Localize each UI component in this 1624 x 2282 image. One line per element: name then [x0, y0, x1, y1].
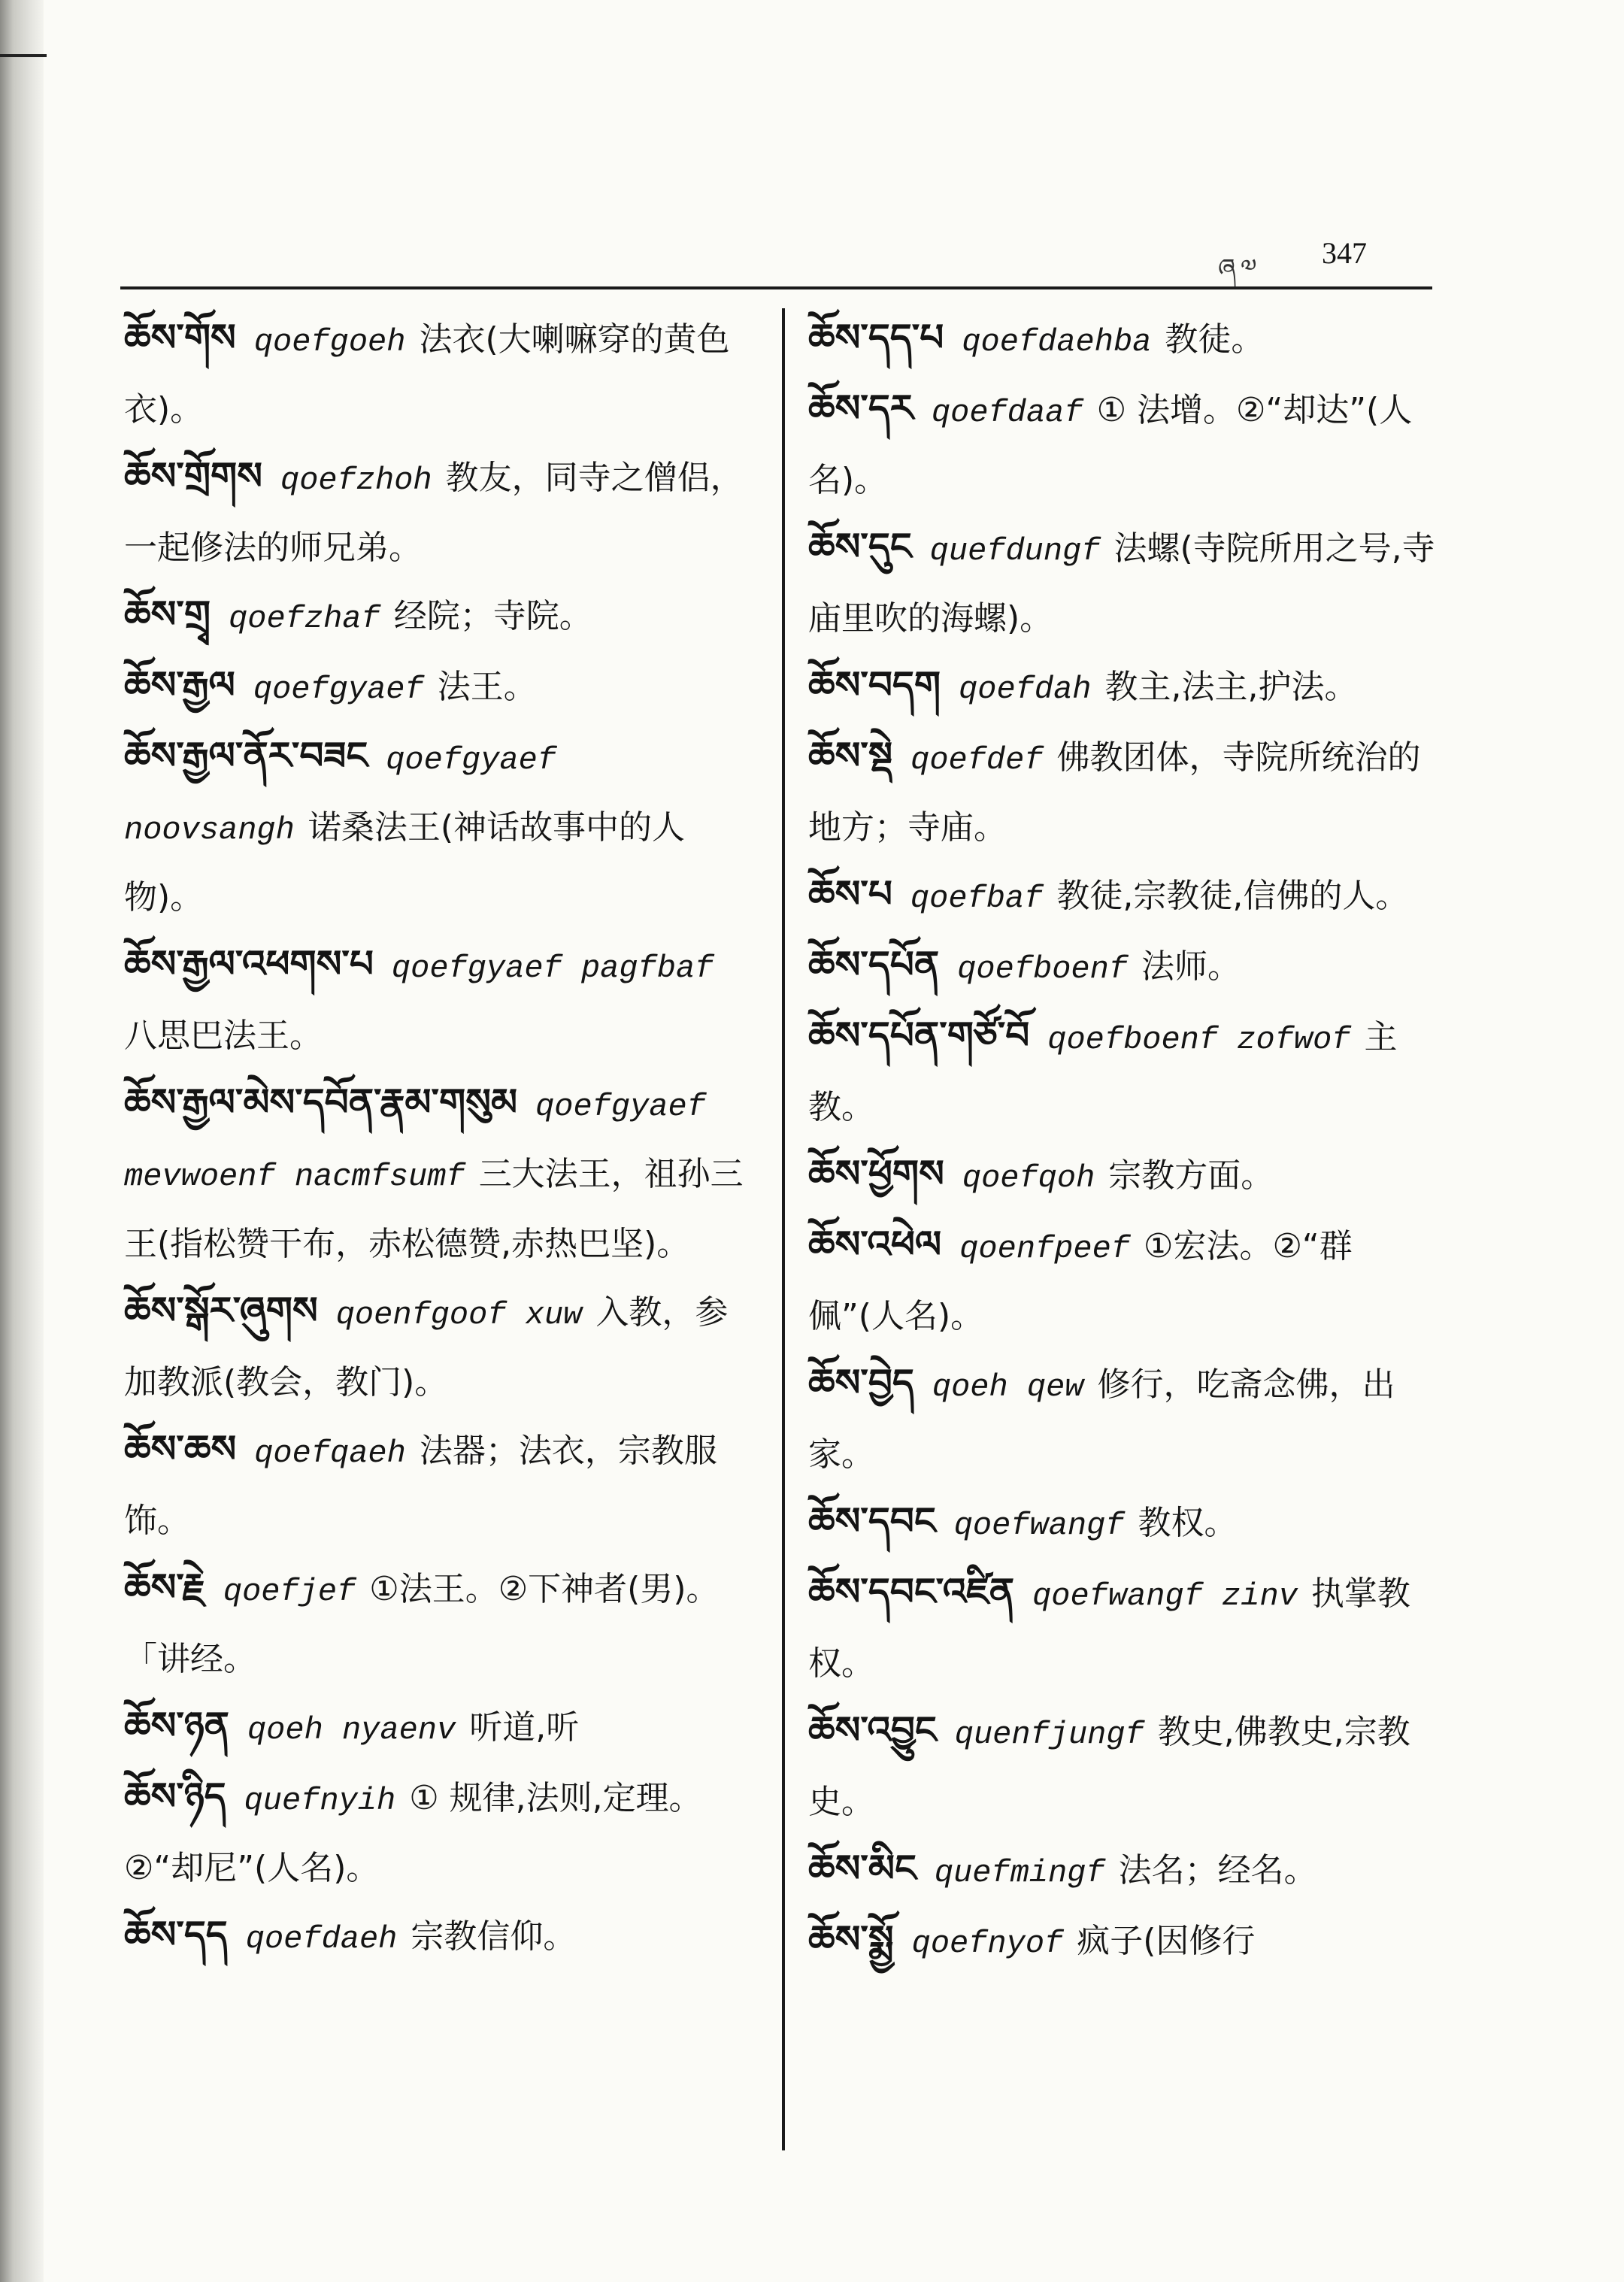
entry-headword: ཆོས་གྲྭ [124, 592, 211, 636]
dictionary-entry [124, 1416, 756, 1554]
tibetan-page-folio: ཞ༧ [1218, 253, 1262, 283]
entry-headword: ཆོས་དབང་འཛིན [808, 1570, 1015, 1614]
dictionary-entry [124, 652, 756, 723]
dictionary-entry [808, 1906, 1440, 1977]
entry-romanization: qoefgyaef noovsangh [124, 742, 557, 848]
entry-headword: ཆོས་པ [808, 872, 892, 916]
entry-romanization: qoefgyaef mevwoenf nacmfsumf [124, 1089, 706, 1195]
dictionary-entry [124, 1554, 756, 1693]
entry-definition: 疯子(因修行 [1077, 1922, 1256, 1960]
entry-romanization: qoeh nyaenv [247, 1712, 456, 1748]
dictionary-entry [124, 305, 756, 443]
entry-definition: 法师。 [1141, 947, 1241, 986]
dictionary-entry [124, 1763, 756, 1902]
entry-definition: 宗教信仰。 [411, 1917, 577, 1956]
entry-headword: ཆོས་དུང [808, 525, 912, 568]
dictionary-entry [808, 723, 1440, 861]
page-number: 347 [1322, 236, 1367, 270]
left-column [124, 305, 756, 1972]
entry-definition: ①法王。②下神者(男)。「讲经。 [124, 1570, 720, 1678]
entry-romanization: quefnyih [244, 1783, 396, 1819]
entry-romanization: qoefgyaef [253, 671, 424, 708]
entry-romanization: qoeh qew [932, 1369, 1084, 1405]
dictionary-entry [808, 1488, 1440, 1559]
entry-headword: ཆོས་དཔོན [808, 943, 940, 986]
entry-definition: 听道,听 [469, 1708, 580, 1747]
entry-headword: ཆོས་རྗེ [124, 1565, 205, 1609]
entry-romanization: qoefwangf [953, 1508, 1125, 1544]
entry-definition: 法螺(寺院所用之号,寺庙里吹的海螺)。 [808, 529, 1435, 638]
entry-romanization: qoefdaehba [962, 324, 1152, 360]
entry-definition: 法衣(大喇嘛穿的黄色衣)。 [124, 320, 730, 429]
entry-definition: 法名；经名。 [1118, 1851, 1317, 1890]
entry-romanization: qoenfgoof xuw [335, 1297, 583, 1333]
header-rule [120, 286, 1432, 289]
dictionary-entry [808, 1211, 1440, 1350]
dictionary-entry [124, 581, 756, 652]
book-spine-edge [0, 0, 44, 2282]
entry-headword: ཆོས་འཕེལ [808, 1223, 942, 1266]
entry-definition: 法王。 [437, 668, 537, 706]
entry-romanization: quefdungf [929, 533, 1101, 569]
entry-romanization: qoenfpeef [959, 1231, 1131, 1267]
entry-definition: 主教。 [808, 1018, 1398, 1126]
spine-rule [0, 54, 47, 57]
dictionary-entry [124, 1902, 756, 1972]
entry-romanization: qoefboenf [957, 951, 1129, 987]
dictionary-entry [808, 305, 1440, 375]
dictionary-entry [808, 1559, 1440, 1697]
entry-definition: 宗教方面。 [1108, 1156, 1274, 1195]
dictionary-entry [808, 861, 1440, 932]
entry-romanization: qoefboenf zofwof [1047, 1022, 1351, 1058]
dictionary-entry [808, 514, 1440, 652]
entry-headword: ཆོས་སྨྱོ [808, 1917, 894, 1961]
entry-definition: 教徒,宗教徒,信佛的人。 [1056, 877, 1409, 915]
entry-headword: ཆོས་གོས [124, 316, 236, 359]
dictionary-entry [124, 1069, 756, 1277]
entry-definition: ① 法增。②“却达”(人名)。 [808, 391, 1413, 499]
entry-headword: ཆོས་སྒོར་ཞུགས [124, 1289, 318, 1332]
entry-romanization: qoefdaeh [245, 1921, 398, 1957]
entry-headword: ཆོས་རྒྱལ་མེས་དབོན་རྣམ་གསུམ [124, 1080, 518, 1124]
entry-definition: 教主,法主,护法。 [1104, 668, 1358, 706]
entry-headword: ཆོས་རྒྱལ་འཕགས་པ [124, 942, 374, 986]
dictionary-entry [808, 1350, 1440, 1488]
entry-romanization: quenfjungf [954, 1717, 1144, 1753]
entry-romanization: qoefdaaf [931, 395, 1083, 431]
dictionary-entry [808, 1835, 1440, 1906]
entry-headword: ཆོས་དད [124, 1913, 228, 1956]
dictionary-entry [808, 1697, 1440, 1835]
entry-romanization: qoefqaeh [254, 1435, 406, 1471]
entry-headword: ཆོས་དཔོན་གཙོ་བོ [808, 1014, 1030, 1057]
column-divider [782, 308, 785, 2150]
entry-headword: ཆོས་རྒྱལ་ནོར་བཟང [124, 734, 368, 777]
entry-romanization: qoefzhoh [280, 462, 432, 499]
entry-definition: 八思巴法王。 [124, 1017, 323, 1055]
entry-headword: ཆོས་དབང [808, 1499, 936, 1543]
entry-headword: ཆོས་ཆས [124, 1427, 237, 1471]
entry-romanization: qoefwangf zinv [1032, 1578, 1298, 1614]
dictionary-entry [808, 1002, 1440, 1141]
dictionary-entry [808, 652, 1440, 723]
entry-definition: 执掌教权。 [808, 1574, 1410, 1683]
entry-headword: ཆོས་ཉིད [124, 1774, 226, 1818]
entry-romanization: qoefnyof [911, 1926, 1064, 1962]
entry-romanization: qoefzhaf [229, 601, 380, 637]
entry-romanization: qoefgyaef pagfbaf [391, 950, 714, 986]
entry-definition: 法器；法衣，宗教服饰。 [124, 1432, 717, 1540]
dictionary-entry [124, 1693, 756, 1763]
entry-headword: ཆོས་སྡེ [808, 734, 893, 777]
entry-definition: 入教，参加教派(教会，教门)。 [124, 1293, 729, 1402]
dictionary-entry [124, 931, 756, 1069]
entry-romanization: qoefjef [223, 1574, 356, 1610]
dictionary-entry [808, 375, 1440, 514]
entry-headword: ཆོས་རྒྱལ [124, 663, 235, 707]
entry-headword: ཆོས་དད་པ [808, 316, 944, 359]
entry-definition: 教权。 [1138, 1504, 1238, 1542]
right-column [808, 305, 1440, 1977]
dictionary-entry [808, 1141, 1440, 1211]
dictionary-entry [124, 443, 756, 581]
entry-definition: 经院；寺院。 [393, 597, 592, 635]
entry-headword: ཆོས་འབྱུང [808, 1708, 937, 1752]
entry-romanization: qoefdah [959, 671, 1092, 708]
entry-headword: ཆོས་བདག [808, 663, 941, 707]
dictionary-entry [124, 723, 756, 931]
entry-definition: 三大法王，祖孙三王(指松赞干布，赤松德赞,赤热巴坚)。 [124, 1155, 744, 1263]
entry-definition: 修行，吃斋念佛，出家。 [808, 1365, 1395, 1474]
entry-headword: ཆོས་དར [808, 386, 914, 430]
entry-romanization: quefmingf [934, 1855, 1105, 1891]
entry-definition: 教徒。 [1165, 320, 1265, 359]
entry-definition: ① 规律,法则,定理。②“却尼”(人名)。 [124, 1779, 702, 1887]
entry-headword: ཆོས་ཉན [124, 1704, 229, 1747]
entry-romanization: qoefgoeh [253, 324, 406, 360]
entry-definition: ①宏法。②“群佩”(人名)。 [808, 1227, 1353, 1335]
entry-headword: ཆོས་བྱེད [808, 1361, 914, 1405]
dictionary-entry [124, 1277, 756, 1416]
entry-headword: ཆོས་ཕྱོགས [808, 1152, 944, 1196]
dictionary-entry [808, 932, 1440, 1002]
entry-definition: 教友，同寺之僧侣，一起修法的师兄弟。 [124, 459, 744, 567]
entry-headword: ཆོས་མིང [808, 1847, 917, 1890]
entry-definition: 佛教团体，寺院所统治的地方；寺庙。 [808, 738, 1421, 847]
entry-definition: 诺桑法王(神话故事中的人物)。 [124, 808, 686, 917]
entry-headword: ཆོས་གྲོགས [124, 454, 262, 498]
entry-definition: 教史,佛教史,宗教史。 [808, 1713, 1410, 1821]
entry-romanization: qoefdef [910, 742, 1044, 778]
entry-romanization: qoefbaf [910, 880, 1044, 917]
entry-romanization: qoefqoh [962, 1160, 1095, 1196]
